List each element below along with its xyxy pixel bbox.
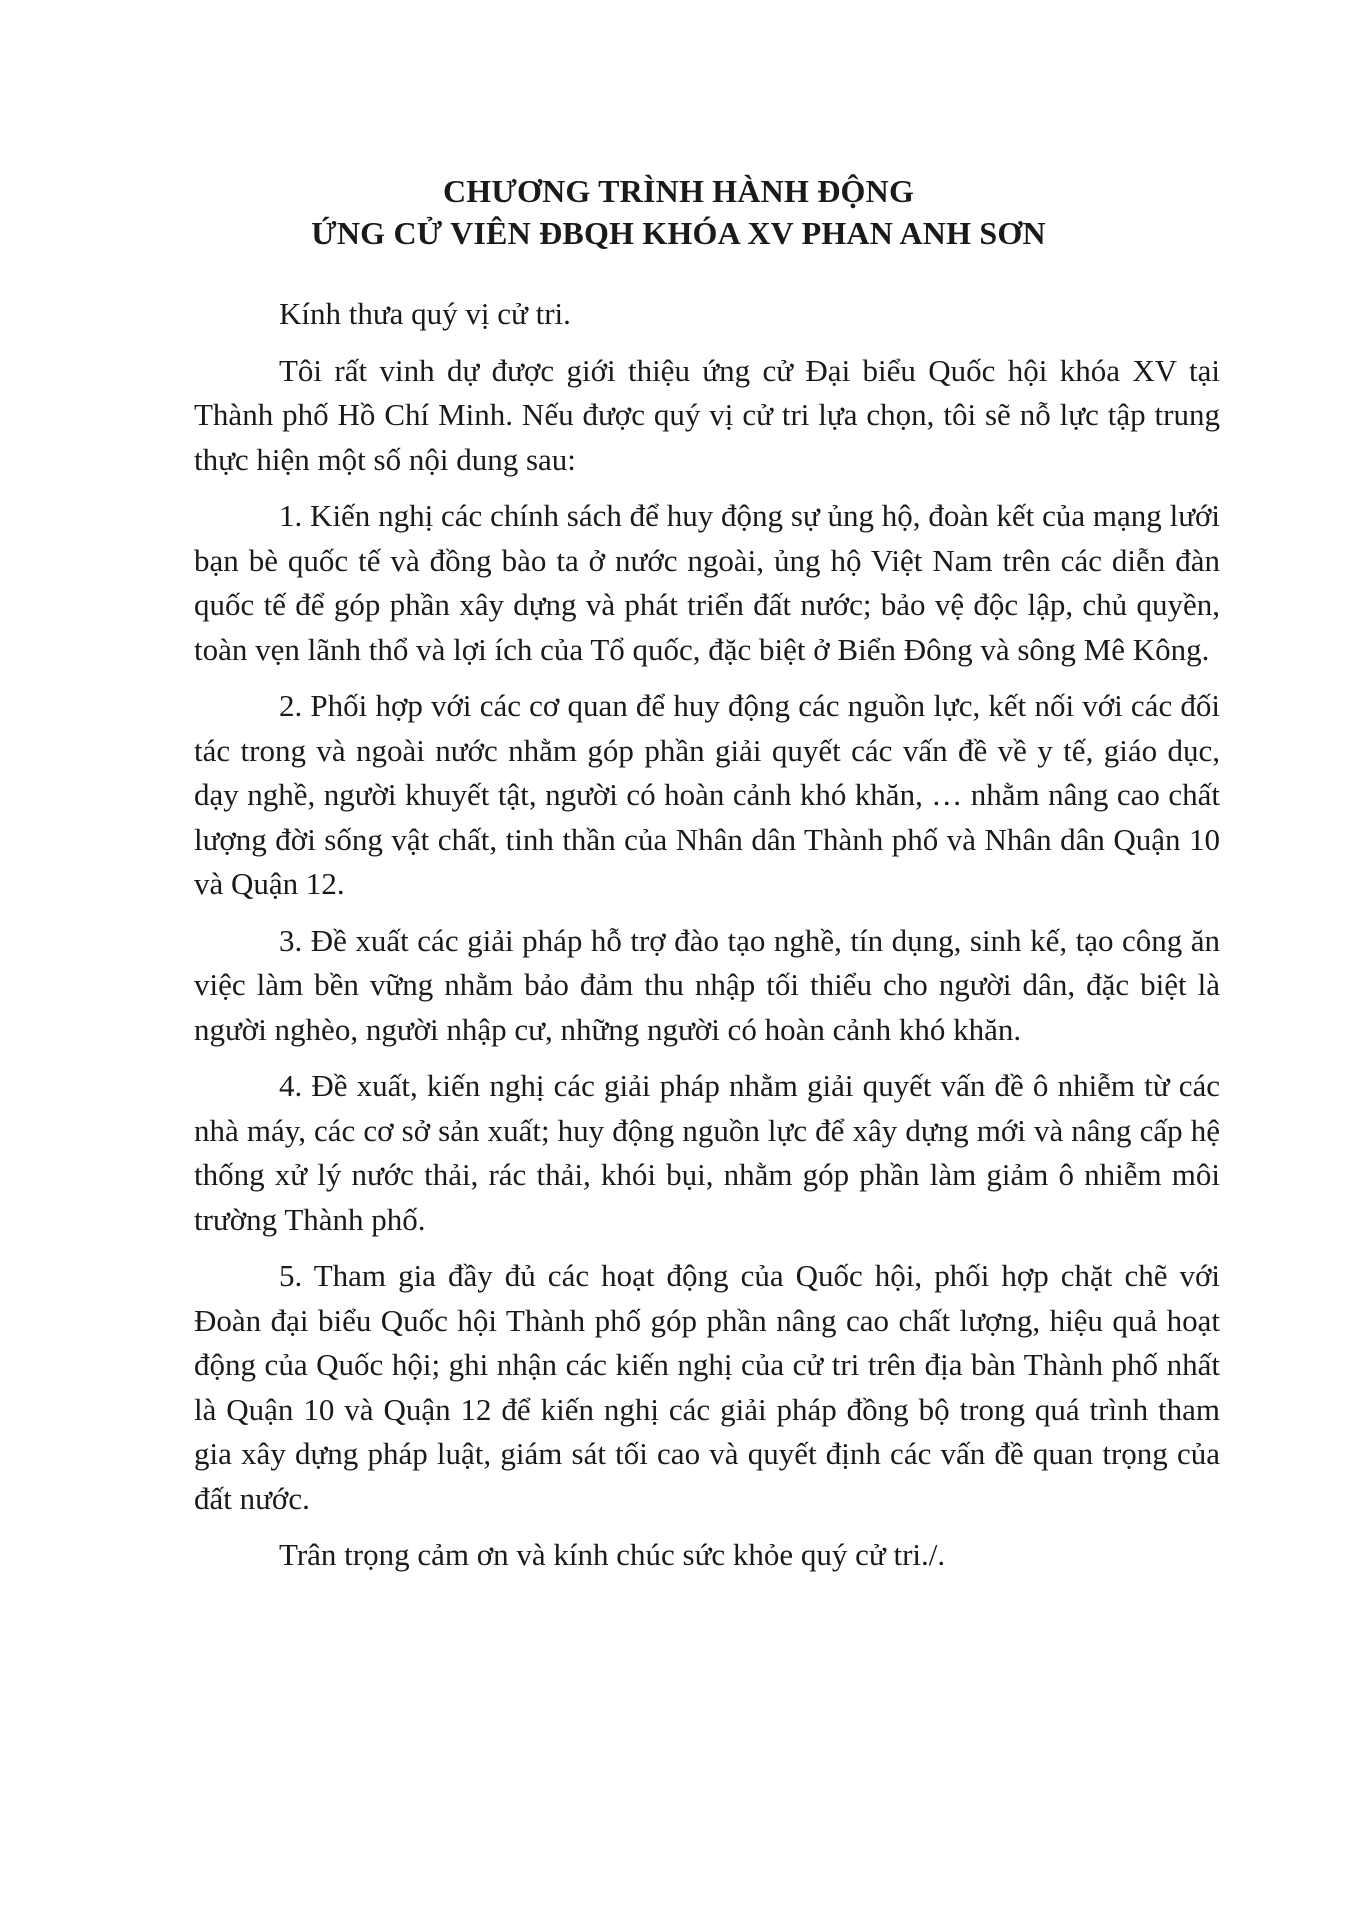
action-item-2: 2. Phối hợp với các cơ quan để huy động các nguồn lực, kết nối với các đối tác trong và ngoài nước nhằm góp phần giải quyết các vấn đề về y tế, giáo dục, dạy nghề, người khuyết tật, người có hoàn cảnh khó khăn, … nhằm nâng cao chất lượng đời sống vật chất, tinh thần của Nhân dân Thành phố và Nhân dân Quận 10 và Quận 12. xyxy=(194,688,1220,901)
action-item-3: 3. Đề xuất các giải pháp hỗ trợ đào tạo nghề, tín dụng, sinh kế, tạo công ăn việc làm bền vững nhằm bảo đảm thu nhập tối thiểu cho người dân, đặc biệt là người nghèo, người nhập cư, những người có hoàn cảnh khó khăn. xyxy=(194,922,1220,1047)
action-item-4: 4. Đề xuất, kiến nghị các giải pháp nhằm giải quyết vấn đề ô nhiễm từ các nhà máy, các cơ sở sản xuất; huy động nguồn lực để xây dựng mới và nâng cấp hệ thống xử lý nước thải, rác thải, khói bụi, nhằm góp phần làm giảm ô nhiễm môi trường Thành phố. xyxy=(194,1068,1220,1237)
document-body xyxy=(194,292,1220,1578)
action-item-5: 5. Tham gia đầy đủ các hoạt động của Quốc hội, phối hợp chặt chẽ với Đoàn đại biểu Quốc hội Thành phố góp phần nâng cao chất lượng, hiệu quả hoạt động của Quốc hội; ghi nhận các kiến nghị của cử tri trên địa bàn Thành phố nhất là Quận 10 và Quận 12 để kiến nghị các giải pháp đồng bộ trong quá trình tham gia xây dựng pháp luật, giám sát tối cao và quyết định các vấn đề quan trọng của đất nước. xyxy=(194,1258,1220,1516)
title-line-2: ỨNG CỬ VIÊN ĐBQH KHÓA XV PHAN ANH SƠN xyxy=(311,215,1046,251)
intro-paragraph: Tôi rất vinh dự được giới thiệu ứng cử Đại biểu Quốc hội khóa XV tại Thành phố Hồ Chí Minh. Nếu được quý vị cử tri lựa chọn, tôi sẽ nỗ lực tập trung thực hiện một số nội dung sau: xyxy=(194,352,1220,477)
action-item-1: 1. Kiến nghị các chính sách để huy động sự ủng hộ, đoàn kết của mạng lưới bạn bè quốc tế và đồng bào ta ở nước ngoài, ủng hộ Việt Nam trên các diễn đàn quốc tế để góp phần xây dựng và phát triển đất nước; bảo vệ độc lập, chủ quyền, toàn vẹn lãnh thổ và lợi ích của Tổ quốc, đặc biệt ở Biển Đông và sông Mê Kông. xyxy=(194,498,1220,667)
title-line-1: CHƯƠNG TRÌNH HÀNH ĐỘNG xyxy=(442,173,915,209)
document-title xyxy=(0,170,1357,254)
closing-paragraph: Trân trọng cảm ơn và kính chúc sức khỏe quý cử tri./. xyxy=(279,1537,946,1572)
salutation-paragraph: Kính thưa quý vị cử tri. xyxy=(279,296,571,331)
